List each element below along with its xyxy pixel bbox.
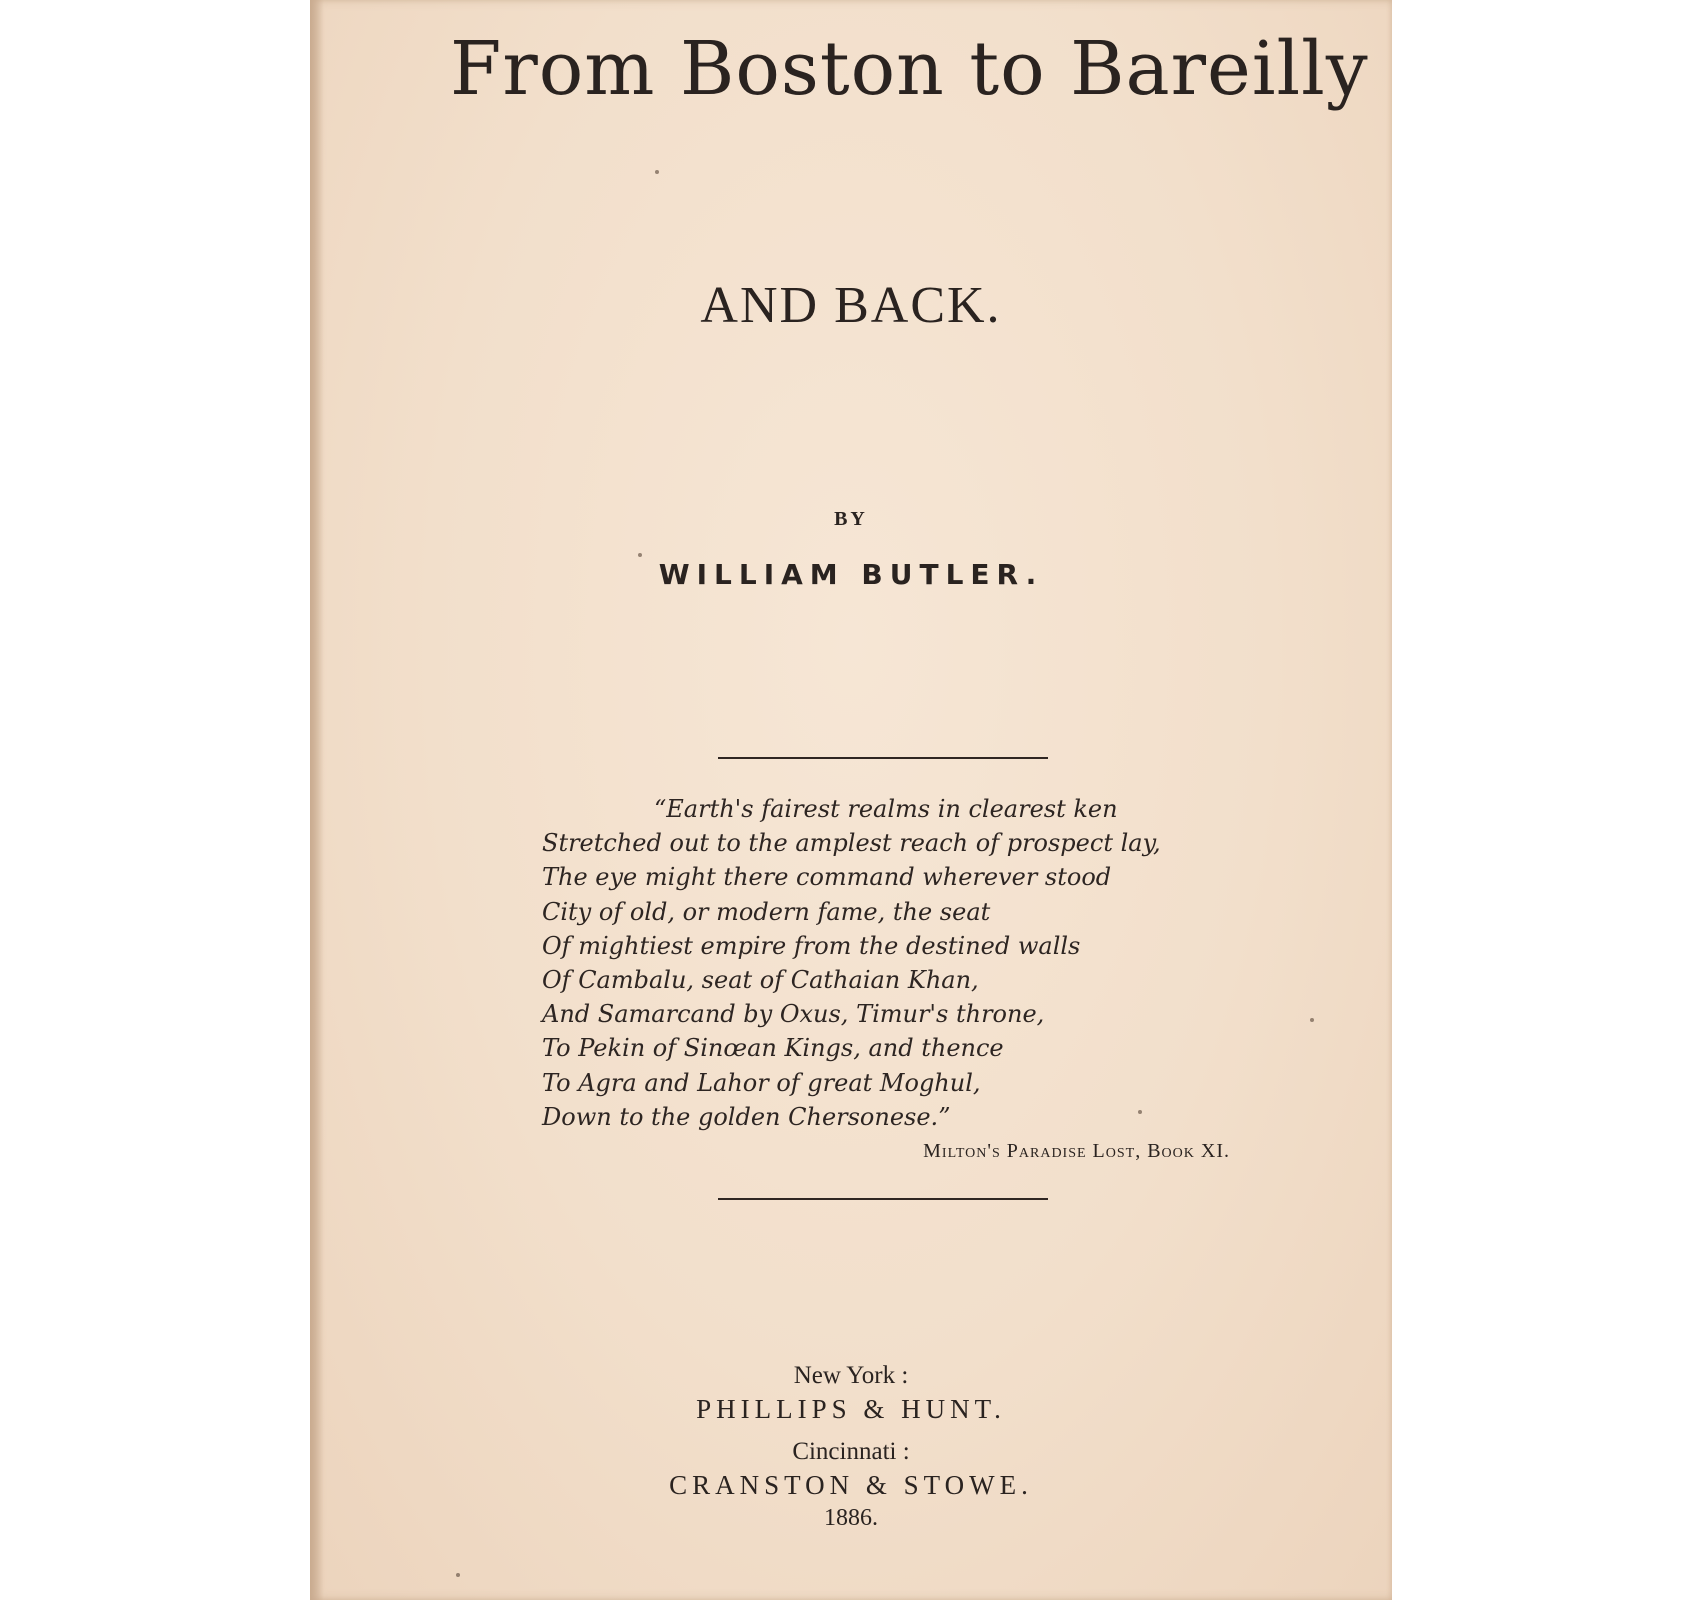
epigraph-line: City of old, or modern fame, the seat (542, 897, 991, 926)
epigraph-line: The eye might there command wherever stood (542, 863, 1112, 892)
paper-speck (1138, 1110, 1142, 1114)
imprint-year: 1886. (824, 1505, 878, 1531)
epigraph-line: Down to the golden Chersonese.” (542, 1102, 951, 1131)
imprint-city-new-york: New York : (793, 1362, 909, 1389)
epigraph-line: Stretched out to the amplest reach of prospect lay, (542, 829, 1161, 858)
bottom-divider-rule (718, 1198, 1048, 1200)
paper-speck (638, 553, 642, 557)
epigraph-line: To Agra and Lahor of great Moghul, (542, 1068, 981, 1097)
page-gutter-shadow (310, 0, 324, 1600)
paper-speck (655, 170, 659, 174)
author-name: WILLIAM BUTLER. (658, 558, 1044, 591)
epigraph-verse (542, 792, 1242, 1134)
paper-speck (456, 1573, 460, 1577)
imprint-publisher-cranston-stowe: CRANSTON & STOWE. (669, 1470, 1033, 1500)
book-title: From Boston to Bareilly (450, 26, 1369, 112)
top-divider-rule (718, 757, 1048, 759)
paper-speck (1310, 1018, 1314, 1022)
epigraph-attribution: Milton's Paradise Lost, Book XI. (923, 1140, 1230, 1162)
book-subtitle: AND BACK. (700, 277, 1002, 334)
imprint-city-cincinnati: Cincinnati : (792, 1438, 910, 1465)
epigraph-line: “Earth's fairest realms in clearest ken (654, 795, 1118, 823)
epigraph-line: And Samarcand by Oxus, Timur's throne, (542, 1000, 1045, 1029)
title-page (310, 0, 1392, 1600)
by-line: BY (834, 508, 868, 530)
epigraph-line: Of mightiest empire from the destined walls (542, 931, 1081, 960)
epigraph-line: Of Cambalu, seat of Cathaian Khan, (542, 966, 979, 995)
imprint-publisher-phillips-hunt: PHILLIPS & HUNT. (696, 1394, 1006, 1424)
epigraph-line: To Pekin of Sinœan Kings, and thence (542, 1034, 1004, 1063)
